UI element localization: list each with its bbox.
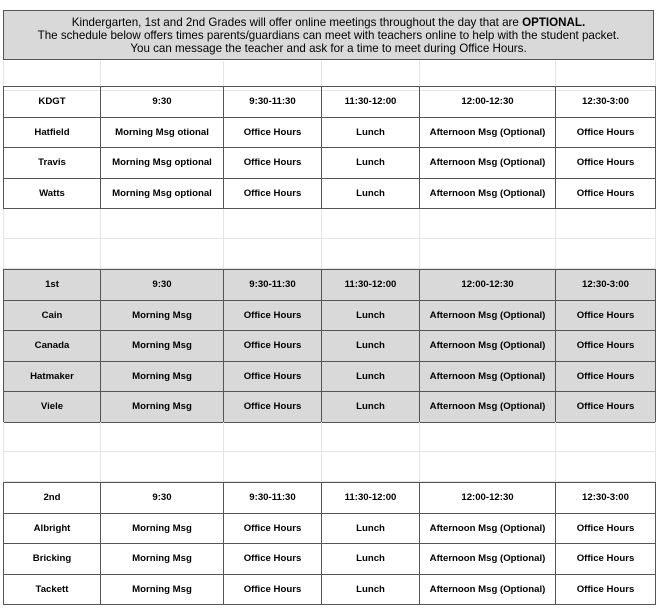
table-cell[interactable]: Morning Msg — [101, 361, 224, 392]
table-cell[interactable]: Lunch — [322, 392, 420, 423]
table-cell[interactable]: 9:30 — [101, 270, 224, 301]
table-cell[interactable]: Afternoon Msg (Optional) — [420, 574, 556, 605]
table-cell[interactable]: 11:30-12:00 — [322, 87, 420, 118]
table-cell[interactable]: Office Hours — [556, 361, 656, 392]
table-row — [4, 300, 656, 331]
empty-rows-2 — [3, 422, 656, 482]
table-cell[interactable]: 12:00-12:30 — [420, 270, 556, 301]
table-cell[interactable]: KDGT — [4, 87, 101, 118]
table-cell[interactable]: Lunch — [322, 178, 420, 209]
table-cell[interactable]: Morning Msg — [101, 574, 224, 605]
table-cell[interactable]: Viele — [4, 392, 101, 423]
table-cell[interactable]: Tackett — [4, 574, 101, 605]
table-cell[interactable]: Office Hours — [556, 331, 656, 362]
table-cell[interactable]: Afternoon Msg (Optional) — [420, 331, 556, 362]
table-cell[interactable]: Office Hours — [224, 178, 322, 209]
table-cell[interactable]: Office Hours — [556, 148, 656, 179]
table-cell[interactable]: Lunch — [322, 148, 420, 179]
table-cell[interactable]: 12:00-12:30 — [420, 483, 556, 514]
table-header-row — [4, 270, 656, 301]
table-cell[interactable]: 9:30-11:30 — [224, 87, 322, 118]
table-cell[interactable]: Morning Msg — [101, 544, 224, 575]
table-cell[interactable]: 9:30 — [101, 483, 224, 514]
table-cell[interactable]: Lunch — [322, 331, 420, 362]
table-row — [4, 117, 656, 148]
table-cell[interactable]: 9:30-11:30 — [224, 483, 322, 514]
table-cell[interactable]: Office Hours — [556, 392, 656, 423]
table-cell[interactable]: Afternoon Msg (Optional) — [420, 117, 556, 148]
table-cell[interactable]: 2nd — [4, 483, 101, 514]
table-row — [4, 331, 656, 362]
table-cell[interactable]: Office Hours — [224, 574, 322, 605]
notice-banner — [3, 10, 654, 60]
table-cell[interactable]: Afternoon Msg (Optional) — [420, 361, 556, 392]
notice-line-3: You can message the teacher and ask for a time to meet during Office Hours. — [130, 42, 527, 55]
table-cell[interactable]: Office Hours — [556, 300, 656, 331]
table-cell[interactable]: 9:30 — [101, 87, 224, 118]
table-cell[interactable]: Lunch — [322, 574, 420, 605]
table-cell[interactable]: 1st — [4, 270, 101, 301]
table-cell[interactable]: Office Hours — [224, 300, 322, 331]
empty-rows-1 — [3, 209, 656, 269]
table-cell[interactable]: Office Hours — [556, 178, 656, 209]
table-cell[interactable]: Morning Msg optional — [101, 148, 224, 179]
table-cell[interactable]: Lunch — [322, 513, 420, 544]
table-cell[interactable]: Canada — [4, 331, 101, 362]
table-cell[interactable]: Office Hours — [224, 392, 322, 423]
notice-line-1 — [4, 16, 653, 29]
table-cell[interactable]: Morning Msg otional — [101, 117, 224, 148]
table-cell[interactable]: Lunch — [322, 544, 420, 575]
table-row — [4, 392, 656, 423]
table-cell[interactable]: Afternoon Msg (Optional) — [420, 148, 556, 179]
table-cell[interactable]: Lunch — [322, 361, 420, 392]
table-row — [4, 544, 656, 575]
table-row — [4, 361, 656, 392]
table-row — [4, 513, 656, 544]
table-cell[interactable]: Morning Msg optional — [101, 178, 224, 209]
table-cell[interactable]: 12:00-12:30 — [420, 87, 556, 118]
table-cell[interactable]: Office Hours — [556, 117, 656, 148]
table-cell[interactable]: Hatfield — [4, 117, 101, 148]
table-cell[interactable]: Office Hours — [224, 117, 322, 148]
table-cell[interactable]: Morning Msg — [101, 392, 224, 423]
table-cell[interactable]: Cain — [4, 300, 101, 331]
table-cell[interactable]: Office Hours — [224, 544, 322, 575]
table-cell[interactable]: Afternoon Msg (Optional) — [420, 300, 556, 331]
table-cell[interactable]: Office Hours — [224, 513, 322, 544]
table-cell[interactable]: Lunch — [322, 117, 420, 148]
table-cell[interactable]: Albright — [4, 513, 101, 544]
table-cell[interactable]: Office Hours — [224, 148, 322, 179]
table-row — [4, 148, 656, 179]
table-cell[interactable]: 11:30-12:00 — [322, 483, 420, 514]
table-cell[interactable]: Lunch — [322, 300, 420, 331]
table-cell[interactable]: 12:30-3:00 — [556, 87, 656, 118]
table-header-row — [4, 483, 656, 514]
table-cell[interactable]: 12:30-3:00 — [556, 483, 656, 514]
notice-optional-emphasis: OPTIONAL. — [522, 16, 586, 29]
table-cell[interactable]: Hatmaker — [4, 361, 101, 392]
table-cell[interactable]: 9:30-11:30 — [224, 270, 322, 301]
first-grade-schedule-table — [3, 269, 656, 423]
table-cell[interactable]: Office Hours — [556, 513, 656, 544]
table-cell[interactable]: Afternoon Msg (Optional) — [420, 513, 556, 544]
table-row — [4, 178, 656, 209]
table-header-row — [4, 87, 656, 118]
table-cell[interactable]: Office Hours — [224, 361, 322, 392]
table-cell[interactable]: Afternoon Msg (Optional) — [420, 392, 556, 423]
table-cell[interactable]: Office Hours — [556, 544, 656, 575]
table-cell[interactable]: Office Hours — [556, 574, 656, 605]
table-cell[interactable]: Bricking — [4, 544, 101, 575]
table-cell[interactable]: Afternoon Msg (Optional) — [420, 544, 556, 575]
table-cell[interactable]: Morning Msg — [101, 300, 224, 331]
table-row — [4, 574, 656, 605]
table-cell[interactable]: Office Hours — [224, 331, 322, 362]
table-cell[interactable]: Travis — [4, 148, 101, 179]
table-cell[interactable]: Watts — [4, 178, 101, 209]
table-cell[interactable]: Morning Msg — [101, 331, 224, 362]
table-cell[interactable]: 11:30-12:00 — [322, 270, 420, 301]
table-cell[interactable]: Morning Msg — [101, 513, 224, 544]
table-cell[interactable]: Afternoon Msg (Optional) — [420, 178, 556, 209]
notice-line-2: The schedule below offers times parents/guardians can meet with teachers online to help with the student packet. — [37, 29, 620, 42]
table-cell[interactable]: 12:30-3:00 — [556, 270, 656, 301]
kindergarten-schedule-table — [3, 86, 656, 209]
notice-line-1-text: Kindergarten, 1st and 2nd Grades will offer online meetings throughout the day that are — [71, 16, 523, 29]
second-grade-schedule-table — [3, 482, 656, 605]
